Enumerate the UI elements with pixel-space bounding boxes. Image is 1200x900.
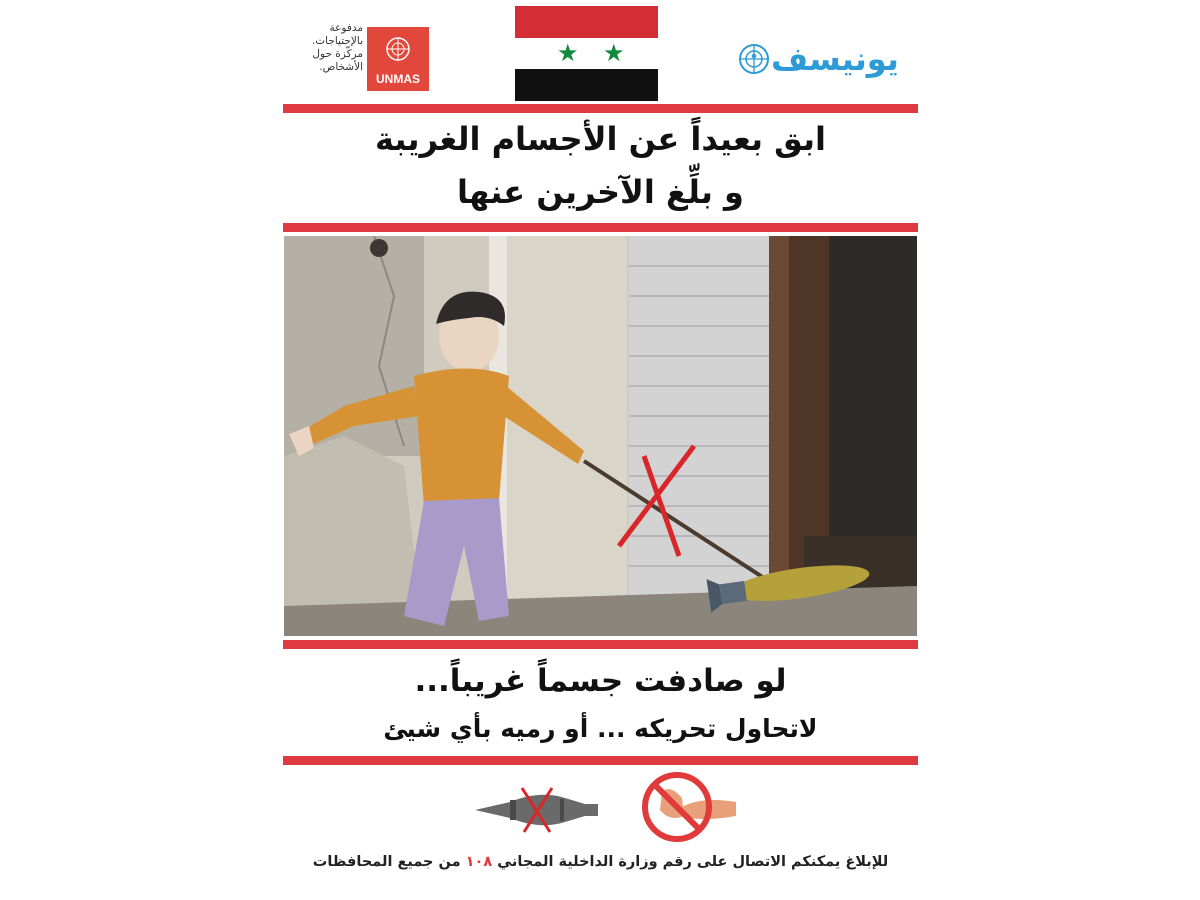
divider bbox=[283, 223, 918, 232]
footer-text-after: من جميع المحافظات bbox=[312, 854, 461, 870]
flag-white-band bbox=[515, 38, 658, 70]
flag-star-icon: ★ bbox=[603, 39, 625, 67]
divider bbox=[283, 640, 918, 649]
illustration-art bbox=[284, 236, 917, 636]
divider bbox=[283, 104, 918, 113]
illustration bbox=[284, 236, 917, 636]
flag-star-icon: ★ bbox=[557, 39, 579, 67]
flag-black-band bbox=[515, 69, 658, 101]
unicef-logo bbox=[733, 34, 899, 84]
divider bbox=[283, 756, 918, 765]
unmas-tagline bbox=[305, 22, 363, 74]
syrian-flag bbox=[515, 6, 658, 101]
unmas-tagline-line: مركّزة حول bbox=[312, 48, 363, 60]
unmas-tagline-line: بالإحتياجات. bbox=[311, 35, 363, 47]
un-emblem-icon bbox=[384, 35, 412, 63]
unmas-logo-text: UNMAS bbox=[376, 72, 420, 86]
caption-line-2: لاتحاول تحريكه ... أو رميه بأي شيئ bbox=[383, 714, 818, 743]
unmas-logo bbox=[367, 27, 429, 91]
headline-line-2: و بلِّغ الآخرين عنها bbox=[457, 173, 744, 211]
shell-crossed-icon bbox=[470, 782, 600, 838]
flag-red-band bbox=[515, 6, 658, 38]
hotline-number: ١٠٨ bbox=[465, 854, 493, 870]
unmas-tagline-line: مدفوعة bbox=[329, 22, 363, 34]
headline-line-1: ابق بعيداً عن الأجسام الغريبة bbox=[375, 120, 826, 158]
unicef-emblem-icon bbox=[737, 42, 771, 76]
caption-line-1: لو صادفت جسماً غريباً... bbox=[414, 663, 787, 699]
hotline-text bbox=[283, 854, 918, 870]
no-touch-icon bbox=[640, 770, 740, 844]
footer-text-before: للإبلاغ يمكنكم الاتصال على رقم وزارة الداخلية المجاني bbox=[497, 854, 889, 870]
unmas-tagline-line: الأشخاص. bbox=[319, 61, 363, 73]
unicef-logo-text: يونيسف bbox=[771, 40, 899, 78]
